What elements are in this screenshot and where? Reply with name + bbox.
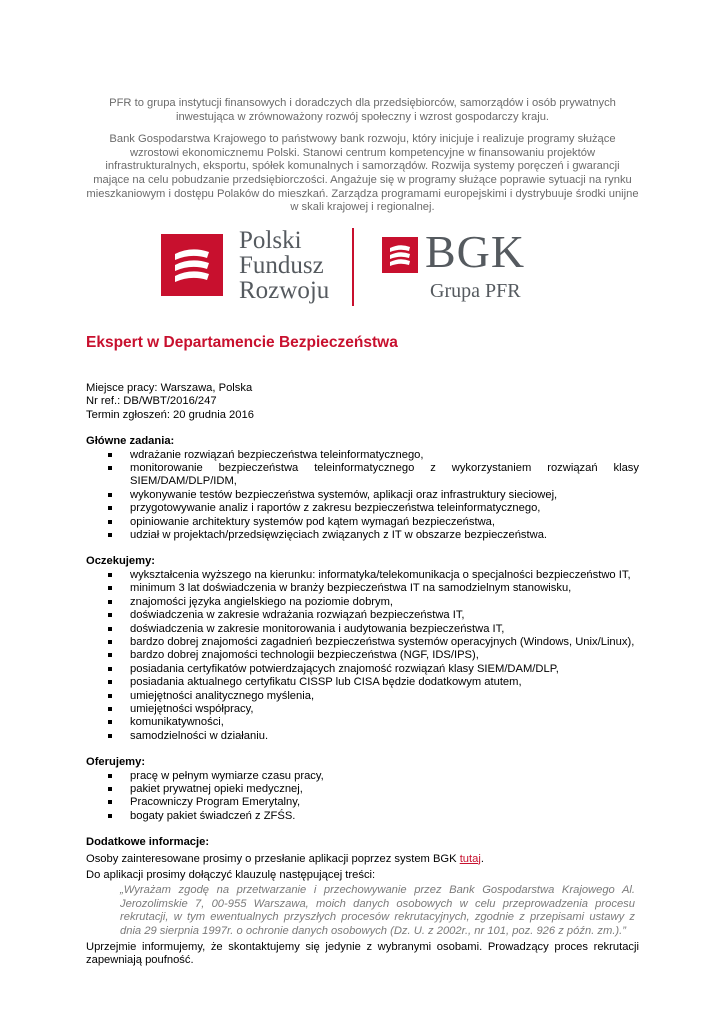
job-content bbox=[86, 382, 639, 968]
list-item: bardzo dobrej znajomości zagadnień bezpieczeństwa systemów operacyjnych (Windows, Unix/Linux), bbox=[86, 636, 639, 649]
list-item bbox=[86, 462, 639, 489]
job-deadline: Termin zgłoszeń: 20 grudnia 2016 bbox=[86, 408, 254, 421]
list-item: znajomości języka angielskiego na poziomie dobrym, bbox=[86, 596, 639, 609]
list-item: przygotowywanie analiz i raportów z zakresu bezpieczeństwa teleinformatycznego, bbox=[86, 502, 639, 515]
list-item: wykształcenia wyższego na kierunku: informatyka/telekomunikacja o specjalności bezpieczeństwo IT, bbox=[86, 569, 639, 582]
intro-bgk-paragraph: Bank Gospodarstwa Krajowego to państwowy bank rozwoju, który inicjuje i realizuje programy służące wzrostowi ekonomicznemu Polski. Stanowi centrum kompetencyjne w finansowaniu projektów infrastrukturalnych, eksportu, spółek komunalnych i samorządów. Rozwija systemy poręczeń i gwarancji mające na celu pobudzanie przedsiębiorczości. Angażuje się w programy służące poprawie sytuacji na rynku mieszkaniowym i dostępu Polaków do mieszkań. Zarządza programami europejskimi i dystrybuuje środki unijne w skali krajowej i regionalnej. bbox=[86, 133, 639, 214]
list-item: komunikatywności, bbox=[86, 716, 639, 729]
intro-pfr-paragraph: PFR to grupa instytucji finansowych i doradczych dla przedsiębiorców, samorządów i osób prywatnych inwestująca w zrównoważony rozwój społeczny i wzrost gospodarczy kraju. bbox=[109, 97, 616, 123]
requirements-heading: Oczekujemy: bbox=[86, 555, 156, 568]
bgk-logo-subtitle: Grupa PFR bbox=[430, 280, 521, 302]
list-item: bogaty pakiet świadczeń z ZFŚS. bbox=[86, 810, 639, 823]
list-item: posiadania aktualnego certyfikatu CISSP lub CISA będzie dodatkowym atutem, bbox=[86, 676, 639, 689]
pfr-logo-line: Rozwoju bbox=[239, 277, 330, 304]
list-item-text: monitorowanie bezpieczeństwa teleinformatycznego z wykorzystaniem rozwiązań klasy bbox=[130, 462, 639, 475]
list-item: umiejętności analitycznego myślenia, bbox=[86, 690, 639, 703]
closing-paragraph: Uprzejmie informujemy, że skontaktujemy się jedynie z wybranymi osobami. Prowadzący proces rekrutacji zapewniają poufność. bbox=[86, 941, 639, 967]
list-item: wdrażanie rozwiązań bezpieczeństwa teleinformatycznego, bbox=[86, 449, 639, 462]
apply-end: . bbox=[480, 852, 484, 865]
consent-clause: „Wyrażam zgodę na przetwarzanie i przechowywanie przez Bank Gospodarstwa Krajowego Al. Jerozolimskie 7, 00-955 Warszawa, moich danych osobowych w celu przeprowadzenia procesu rekrutacji, w tym ewentualnych przyszłych procesów rekrutacyjnych, zgodnie z przepisami ustawy z dnia 29 sierpnia 1997r. o ochronie danych osobowych (Dz. U. z 2002r., nr 101, poz. 926 z późn. zm.).” bbox=[120, 884, 635, 937]
additional-heading: Dodatkowe informacje: bbox=[86, 836, 210, 849]
list-item: udział w projektach/przedsięwzięciach związanych z IT w obszarze bezpieczeństwa. bbox=[86, 529, 639, 542]
offer-heading: Oferujemy: bbox=[86, 756, 146, 769]
list-item: opiniowanie architektury systemów pod kątem wymagań bezpieczeństwa, bbox=[86, 516, 639, 529]
logo-divider bbox=[352, 228, 354, 306]
list-item-text-cont: SIEM/DAM/DLP/IDM, bbox=[130, 475, 237, 488]
list-item: pakiet prywatnej opieki medycznej, bbox=[86, 783, 639, 796]
list-item: umiejętności współpracy, bbox=[86, 703, 639, 716]
list-item: bardzo dobrej znajomości technologii bezpieczeństwa (NGF, IDS/IPS), bbox=[86, 649, 639, 662]
offer-list bbox=[86, 770, 639, 824]
list-item: posiadania certyfikatów potwierdzających znajomość rozwiązań klasy SIEM/DAM/DLP, bbox=[86, 663, 639, 676]
pfr-logo-text bbox=[239, 228, 329, 303]
list-item: doświadczenia w zakresie monitorowania i audytowania bezpieczeństwa IT, bbox=[86, 623, 639, 636]
job-meta bbox=[86, 382, 639, 422]
list-item: doświadczenia w zakresie wdrażania rozwiązań bezpieczeństwa IT, bbox=[86, 609, 639, 622]
tasks-heading: Główne zadania: bbox=[86, 435, 175, 448]
list-item: samodzielności w działaniu. bbox=[86, 730, 639, 743]
requirements-list bbox=[86, 569, 639, 743]
list-item: Pracowniczy Program Emerytalny, bbox=[86, 796, 639, 809]
bgk-logo-name: BGK bbox=[425, 226, 526, 277]
pfr-logo-line: Polski bbox=[239, 227, 302, 254]
apply-paragraph bbox=[86, 853, 639, 866]
apply-link[interactable]: tutaj bbox=[459, 852, 481, 865]
bgk-logo-icon bbox=[382, 237, 418, 273]
list-item: pracę w pełnym wymiarze czasu pracy, bbox=[86, 770, 639, 783]
job-reference: Nr ref.: DB/WBT/2016/247 bbox=[86, 395, 217, 408]
apply-text: Osoby zainteresowane prosimy o przesłanie aplikacji poprzez system BGK bbox=[86, 852, 460, 865]
logos-bar bbox=[0, 228, 725, 308]
job-location: Miejsce pracy: Warszawa, Polska bbox=[86, 382, 253, 394]
list-item: minimum 3 lat doświadczenia w branży bezpieczeństwa IT na samodzielnym stanowisku, bbox=[86, 582, 639, 595]
clause-intro: Do aplikacji prosimy dołączyć klauzulę następującej treści: bbox=[86, 869, 376, 881]
tasks-list bbox=[86, 449, 639, 543]
pfr-logo-line: Fundusz bbox=[239, 252, 324, 279]
pfr-logo-icon bbox=[161, 234, 223, 296]
list-item: wykonywanie testów bezpieczeństwa systemów, aplikacji oraz infrastruktury sieciowej, bbox=[86, 489, 639, 502]
job-title: Ekspert w Departamencie Bezpieczeństwa bbox=[86, 334, 398, 351]
